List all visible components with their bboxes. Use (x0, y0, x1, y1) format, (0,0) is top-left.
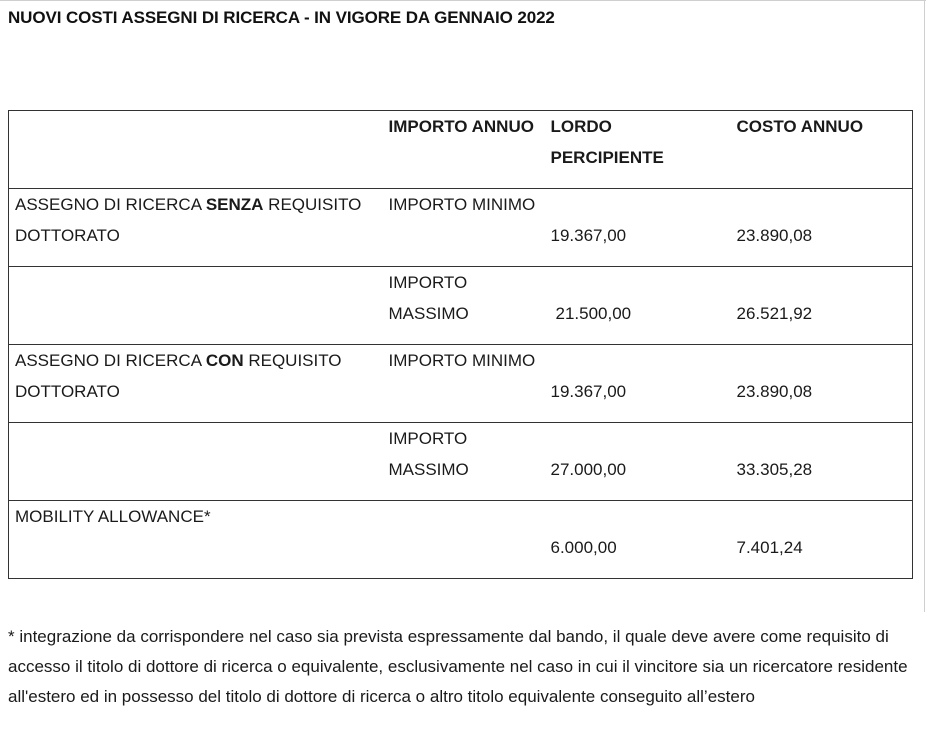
row-label (9, 423, 381, 501)
row-costo: 26.521,92 (736, 304, 813, 323)
row-lordo-cell (543, 189, 729, 267)
frame-top-border (0, 0, 926, 1)
table-header-row (9, 111, 913, 189)
row-importo (381, 501, 543, 579)
row-importo: IMPORTO MASSIMO (381, 423, 543, 501)
row-importo: IMPORTO MINIMO (381, 189, 543, 267)
row-label (9, 267, 381, 345)
row-label-prefix: ASSEGNO DI RICERCA (15, 195, 206, 214)
row-costo: 23.890,08 (736, 226, 813, 245)
row-lordo: 6.000,00 (550, 538, 617, 557)
page-title: NUOVI COSTI ASSEGNI DI RICERCA - IN VIGORE DA GENNAIO 2022 (8, 8, 555, 27)
row-importo: IMPORTO MASSIMO (381, 267, 543, 345)
row-lordo: 19.367,00 (550, 382, 627, 401)
table-row (9, 501, 913, 579)
table-row (9, 267, 913, 345)
row-lordo-cell (543, 423, 729, 501)
row-label (9, 345, 381, 423)
table-row (9, 189, 913, 267)
row-label (9, 189, 381, 267)
row-lordo-cell (543, 345, 729, 423)
row-costo-cell (729, 501, 913, 579)
row-lordo-cell (543, 501, 729, 579)
row-costo: 7.401,24 (736, 538, 803, 557)
table-row (9, 345, 913, 423)
row-label-emphasis: CON (205, 351, 244, 370)
footnote: * integrazione da corrispondere nel caso sia prevista espressamente dal bando, il quale deve avere come requisito di accesso il titolo di dottore di ricerca o equivalente, esclusivamente nel caso in cui il vincitore sia un ricercatore residente all'estero ed in possesso del titolo di dottore di ricerca o altro titolo equivalente conseguito all’estero (8, 627, 908, 706)
row-label-prefix: MOBILITY ALLOWANCE* (15, 507, 211, 526)
row-costo: 33.305,28 (736, 460, 813, 479)
row-importo: IMPORTO MINIMO (381, 345, 543, 423)
row-costo-cell (729, 345, 913, 423)
row-label-prefix: ASSEGNO DI RICERCA (15, 351, 206, 370)
row-label-suffix: REQUISITO DOTTORATO (15, 195, 362, 245)
row-costo: 23.890,08 (736, 382, 813, 401)
row-lordo: 19.367,00 (550, 226, 627, 245)
row-label (9, 501, 381, 579)
row-lordo-cell (543, 267, 729, 345)
row-lordo: 27.000,00 (550, 460, 627, 479)
row-costo-cell (729, 423, 913, 501)
frame-right-border (924, 0, 925, 612)
row-label-suffix: REQUISITO DOTTORATO (15, 351, 342, 401)
table-row (9, 423, 913, 501)
costs-table (8, 110, 913, 579)
header-label (9, 111, 381, 189)
row-lordo: 21.500,00 (555, 304, 632, 323)
row-costo-cell (729, 267, 913, 345)
header-importo-annuo: IMPORTO ANNUO (381, 111, 543, 189)
row-costo-cell (729, 189, 913, 267)
row-label-emphasis: SENZA (205, 195, 264, 214)
header-costo-annuo: COSTO ANNUO (729, 111, 913, 189)
header-lordo-percipiente: LORDO PERCIPIENTE (543, 111, 729, 189)
